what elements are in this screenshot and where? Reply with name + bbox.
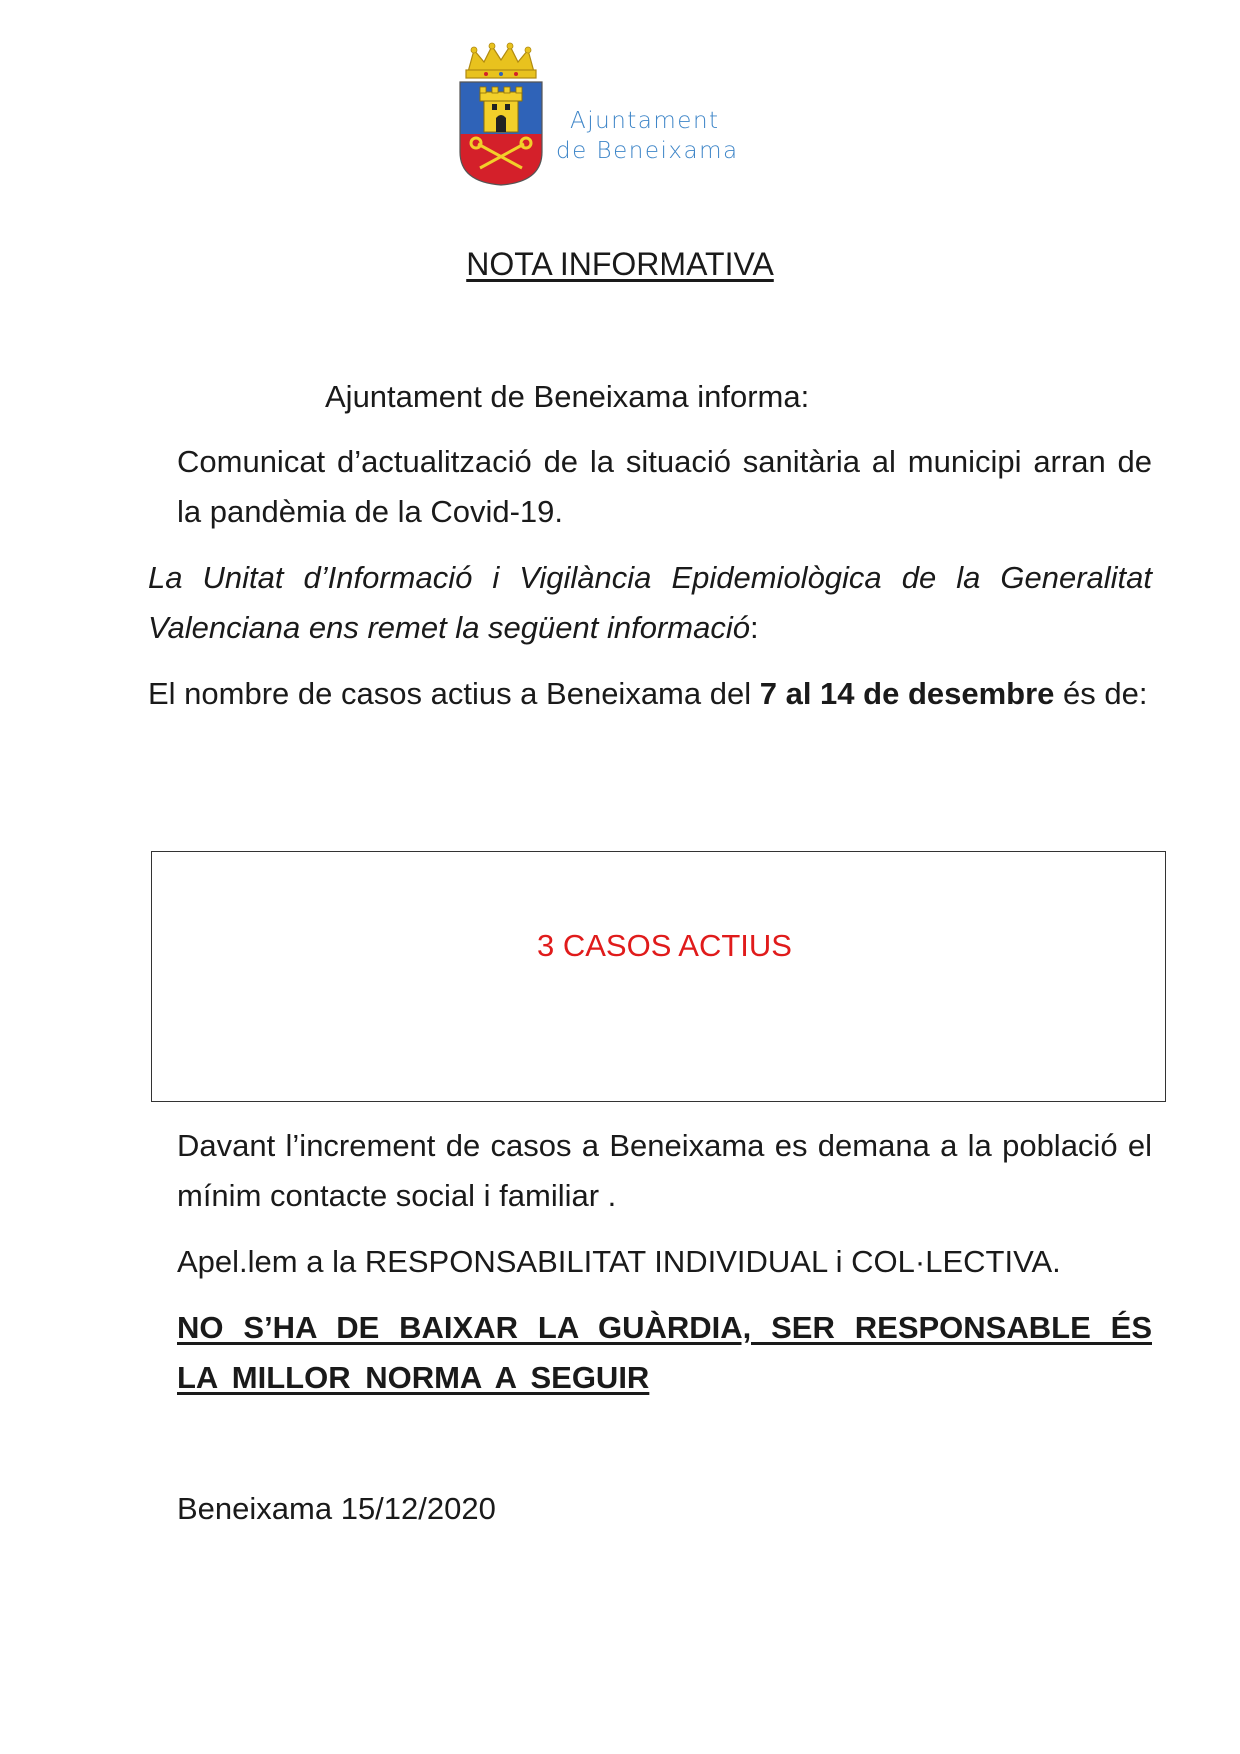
date-line: Beneixama 15/12/2020 — [177, 1491, 496, 1526]
municipal-logo — [456, 42, 766, 192]
document-title — [0, 246, 1240, 283]
active-cases-count: 3 CASOS ACTIUS — [537, 928, 792, 963]
unitat-colon: : — [749, 610, 759, 645]
responsibility-paragraph: Apel.lem a la RESPONSABILITAT INDIVIDUAL i COL·LECTIVA. — [177, 1244, 1061, 1279]
tower-icon — [480, 87, 522, 132]
comunicat-paragraph: Comunicat d’actualització de la situació sanitària al municipi arran de la pandèmia de la Covid-19. — [177, 444, 1152, 529]
cases-period-suffix: és de: — [1054, 676, 1148, 711]
active-cases-box — [151, 851, 1166, 1102]
logo-text-line-1: Ajuntament — [570, 108, 720, 134]
cases-period-prefix: El nombre de casos actius a Beneixama del — [148, 676, 760, 711]
warning-paragraph: NO S’HA DE BAIXAR LA GUÀRDIA, SER RESPONSABLE ÉS LA MILLOR NORMA A SEGUIR — [177, 1310, 1152, 1395]
cases-period-dates: 7 al 14 de desembre — [759, 676, 1055, 711]
unitat-paragraph — [148, 553, 1152, 653]
increase-paragraph: Davant l’increment de casos a Beneixama es demana a la població el mínim contacte social i familiar . — [177, 1128, 1152, 1213]
coat-of-arms-icon — [456, 42, 546, 187]
unitat-text: La Unitat d’Informació i Vigilància Epidemiològica de la Generalitat Valenciana ens remet la següent informació — [148, 560, 1152, 645]
logo-text-line-2: de Beneixama — [556, 138, 739, 164]
cases-period-paragraph — [148, 669, 1152, 719]
document-title-text: NOTA INFORMATIVA — [466, 246, 774, 282]
crown-icon — [466, 43, 536, 78]
intro-line: Ajuntament de Beneixama informa: — [325, 379, 810, 414]
